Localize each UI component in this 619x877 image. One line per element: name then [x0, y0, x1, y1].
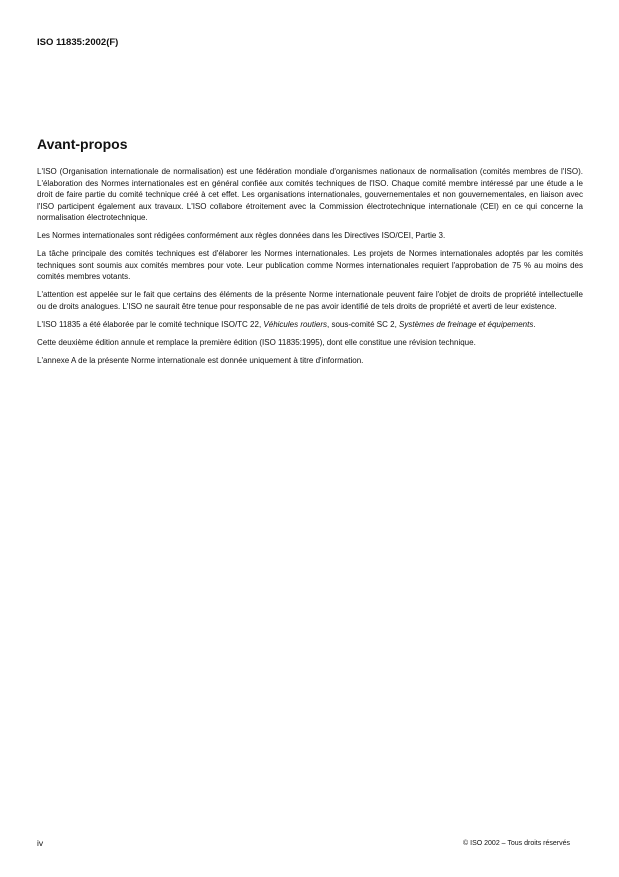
text: , sous-comité SC 2, — [327, 319, 400, 329]
text: . — [533, 319, 536, 329]
paragraph: L'ISO (Organisation internationale de normalisation) est une fédération mondiale d'organismes nationaux de normalisation (comités membres de l'ISO). L'élaboration des Normes internationales est en général confiée aux comités techniques de l'ISO. Chaque comité membre intéressé par une étude a le droit de faire partie du comité technique créé à cet effet. Les organisations internationales, gouvernementales et non gouvernementales, en liaison avec l'ISO participent également aux travaux. L'ISO collabore étroitement avec la Commission électrotechnique internationale (CEI) en ce qui concerne la normalisation électrotechnique. — [37, 167, 583, 222]
foreword-body — [37, 166, 583, 373]
paragraph: Cette deuxième édition annule et remplace la première édition (ISO 11835:1995), dont elle constitue une révision technique. — [37, 337, 476, 347]
page-number: iv — [37, 838, 44, 848]
subcommittee-name: Systèmes de freinage et équipements — [399, 319, 534, 329]
paragraph: Les Normes internationales sont rédigées conformément aux règles données dans les Directives ISO/CEI, Partie 3. — [37, 231, 446, 240]
committee-name: Véhicules routiers — [263, 319, 327, 329]
text: L'ISO 11835 a été élaborée par le comité technique ISO/TC 22, — [37, 319, 264, 329]
paragraph: L'annexe A de la présente Norme internationale est donnée uniquement à titre d'information. — [37, 355, 364, 365]
copyright-notice: © ISO 2002 – Tous droits réservés — [463, 840, 570, 847]
document-id-header: ISO 11835:2002(F) — [37, 37, 119, 48]
paragraph: La tâche principale des comités techniques est d'élaborer les Normes internationales. Les projets de Normes internationales adoptés par les comités techniques sont soumis aux comités membres pour vote. Leur publication comme Normes internationales requiert l'approbation de 75 % au moins des comités membres votants. — [37, 249, 583, 281]
committee-paragraph — [37, 319, 583, 331]
paragraph: L'attention est appelée sur le fait que certains des éléments de la présente Norme internationale peuvent faire l'objet de droits de propriété intellectuelle ou de droits analogues. L'ISO ne saurait être tenue pour responsable de ne pas avoir identifié de tels droits de propriété et averti de leur existence. — [37, 290, 583, 311]
page-title: Avant-propos — [37, 136, 128, 152]
